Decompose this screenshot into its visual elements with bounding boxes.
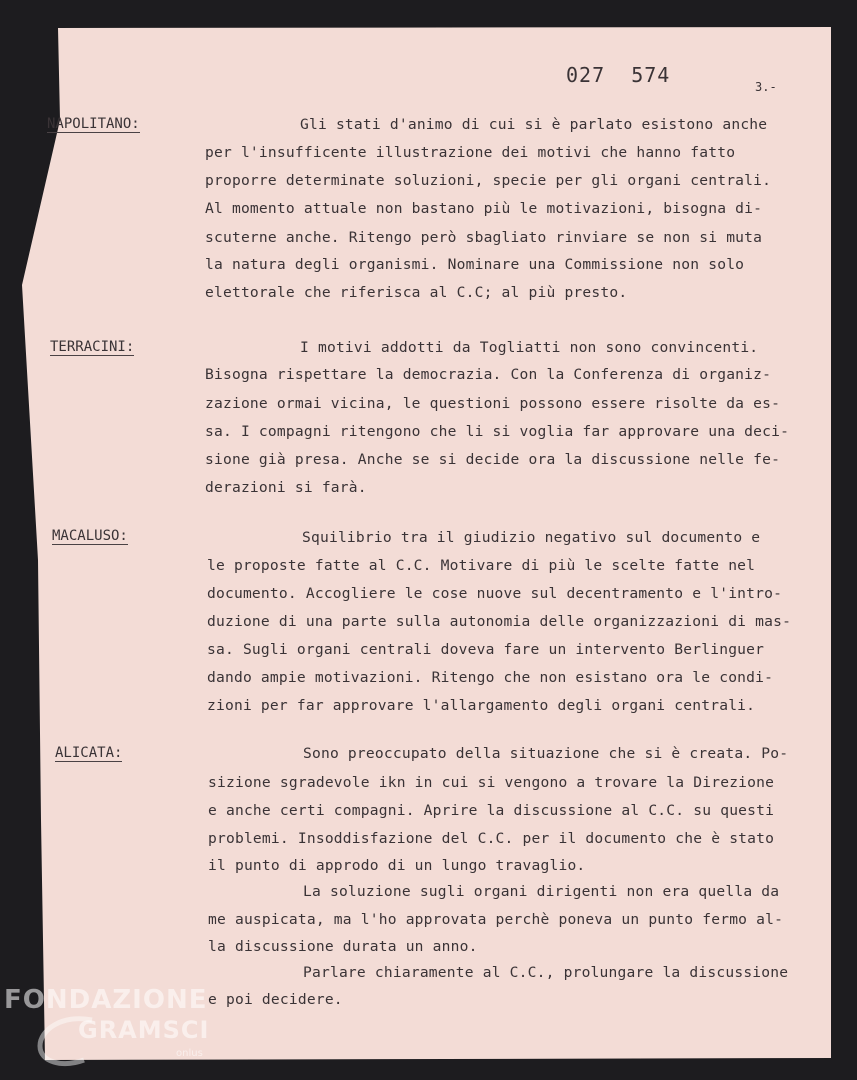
text-line: e anche certi compagni. Aprire la discussione al C.C. su questi (208, 802, 775, 819)
text-line: per l'insufficente illustrazione dei motivi che hanno fatto (205, 144, 736, 161)
text-line: La soluzione sugli organi dirigenti non era quella da (303, 883, 780, 900)
text-line: proporre determinate soluzioni, specie per gli organi centrali. (205, 172, 772, 189)
text-line: Sono preoccupato della situazione che si è creata. Po- (303, 745, 789, 762)
text-line: me auspicata, ma l'ho approvata perchè poneva un punto fermo al- (208, 911, 784, 928)
text-line: e poi decidere. (208, 991, 343, 1008)
text-line: Al momento attuale non bastano più le motivazioni, bisogna di- (205, 200, 763, 217)
text-line: zazione ormai vicina, le questioni possono essere risolte da es- (205, 395, 781, 412)
text-line: sa. I compagni ritengono che li si voglia far approvare una deci- (205, 423, 790, 440)
text-line: elettorale che riferisca al C.C; al più presto. (205, 284, 628, 301)
text-line: problemi. Insoddisfazione del C.C. per il documento che è stato (208, 830, 775, 847)
text-line: Gli stati d'animo di cui si è parlato esistono anche (300, 116, 768, 133)
text-line: il punto di approdo di un lungo travaglio. (208, 857, 586, 874)
text-line: la discussione durata un anno. (208, 938, 478, 955)
speaker-label-napolitano: NAPOLITANO: (47, 116, 140, 132)
text-line: le proposte fatte al C.C. Motivare di più le scelte fatte nel (207, 557, 756, 574)
text-line: Squilibrio tra il giudizio negativo sul documento e (302, 529, 761, 546)
text-line: derazioni si farà. (205, 479, 367, 496)
text-line: sione già presa. Anche se si decide ora la discussione nelle fe- (205, 451, 781, 468)
speaker-label-macaluso: MACALUSO: (52, 528, 128, 544)
watermark-swirl-icon (32, 1012, 112, 1072)
text-line: dando ampie motivazioni. Ritengo che non esistano ora le condi- (207, 669, 774, 686)
watermark-gramsci: GRAMSCI (78, 1016, 210, 1044)
text-line: documento. Accogliere le cose nuove sul decentramento e l'intro- (207, 585, 783, 602)
watermark-onlus: onlus (176, 1048, 203, 1059)
speaker-label-terracini: TERRACINI: (50, 339, 135, 355)
text-line: duzione di una parte sulla autonomia delle organizzazioni di mas- (207, 613, 792, 630)
text-line: I motivi addotti da Togliatti non sono convincenti. (300, 339, 759, 356)
watermark-fondazione: FONDAZIONE (4, 985, 208, 1015)
text-line: Parlare chiaramente al C.C., prolungare la discussione (303, 964, 789, 981)
text-line: la natura degli organismi. Nominare una Commissione non solo (205, 256, 745, 273)
text-line: scuterne anche. Ritengo però sbagliato rinviare se non si muta (205, 229, 763, 246)
text-line: zioni per far approvare l'allargamento degli organi centrali. (207, 697, 756, 714)
page-number: 3.- (755, 80, 777, 94)
archive-document-number: 027 574 (566, 63, 671, 87)
text-line: Bisogna rispettare la democrazia. Con la Conferenza di organiz- (205, 366, 772, 383)
text-line: sa. Sugli organi centrali doveva fare un intervento Berlinguer (207, 641, 765, 658)
speaker-label-alicata: ALICATA: (55, 745, 123, 761)
text-line: sizione sgradevole ikn in cui si vengono a trovare la Direzione (208, 774, 775, 791)
